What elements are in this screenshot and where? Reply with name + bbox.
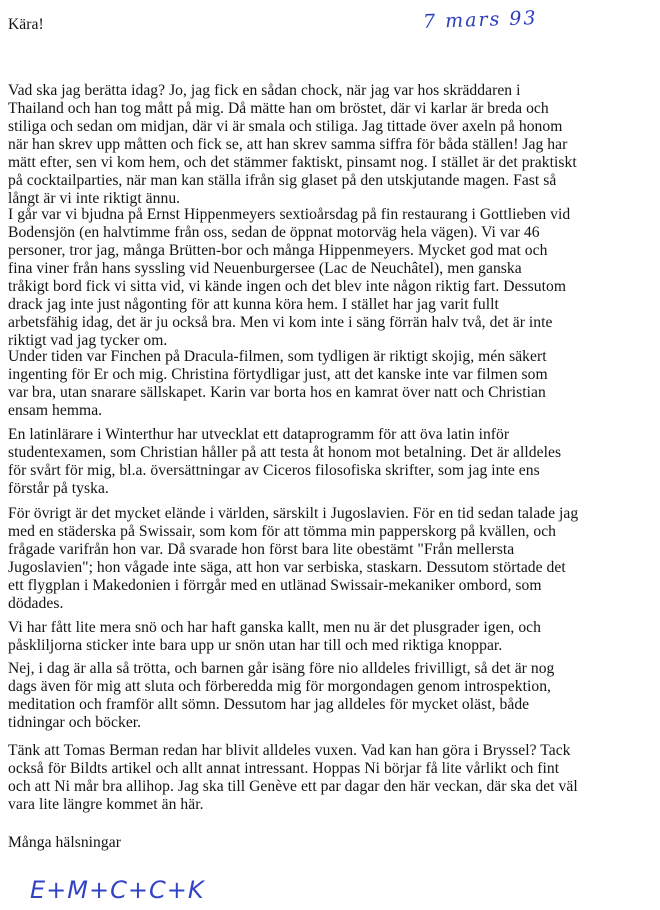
text-line: för svårt för mig, bl.a. översättningar av Ciceros filosofiska skrifter, som jag inte ens — [8, 462, 540, 479]
text-line: och att Ni mår bra allihop. Jag ska till Genève ett par dagar den här veckan, där ska det väl — [8, 778, 578, 795]
text-line: studentexamen, som Christian håller på att testa åt honom mot betalning. Det är alldeles — [8, 444, 562, 461]
text-line: förstår på tyska. — [8, 480, 109, 497]
text-line: Bodensjön (en halvtimme från oss, sedan de öppnat motorväg hela vägen). Vi var 46 — [8, 224, 540, 241]
text-line: också för Bildts artikel och allt annat intressant. Hoppas Ni börjar få lite vårlikt och fint — [8, 760, 560, 777]
text-line: riktigt vad jag tycker om. — [8, 332, 168, 349]
text-line: frågade varifrån hon var. Då svarade hon först bara lite obestämt "Från mellersta — [8, 541, 515, 558]
text-line: arbetsfähig idag, det är ju också bra. Men vi kom inte i säng förrän halv två, det är inte — [8, 314, 553, 331]
closing: Många hälsningar — [8, 834, 121, 851]
text-line: långt är vi inte riktigt ännu. — [8, 190, 181, 207]
text-line: Vad ska jag berätta idag? Jo, jag fick en sådan chock, när jag var hos skräddaren i — [8, 82, 521, 99]
text-line: tidningar och böcker. — [8, 714, 142, 731]
text-line: drack jag inte just någonting för att kunna köra hem. I stället har jag varit fullt — [8, 296, 499, 313]
text-line: För övrigt är det mycket elände i världen, särskilt i Jugoslavien. För en tid sedan talade jag — [8, 505, 579, 522]
text-line: ett flygplan i Makedonien i förrgår med en utlänad Swissair-mekaniker ombord, som — [8, 577, 542, 594]
text-line: ingenting för Er och mig. Christina förtydligar just, att det kanske inte var filmen som — [8, 366, 548, 383]
text-line: tråkigt bord fick vi sitta vid, vi kände ingen och det blev inte någon riktig fart. Dessutom — [8, 278, 567, 295]
text-line: I går var vi bjudna på Ernst Hippenmeyers sextioårsdag på fin restaurang i Gottlieben vid — [8, 206, 571, 223]
text-line: mätt efter, sen vi kom hem, och det stämmer faktiskt, pinsamt nog. I stället är det praktiskt — [8, 154, 577, 171]
greeting: Kära! — [8, 16, 44, 33]
text-line: meditation och framför allt sömn. Dessutom har jag alldeles för mycket oläst, både — [8, 696, 530, 713]
text-line: Vi har fått lite mera snö och har haft ganska kallt, men nu är det plusgrader igen, och — [8, 619, 541, 636]
svg-text:E+M+C+C+K: E+M+C+C+K — [30, 876, 205, 904]
text-line: påskliljorna sticker inte bara upp ur snön utan har till och med riktiga knoppar. — [8, 637, 503, 654]
text-line: vara lite längre kommet än här. — [8, 796, 204, 813]
text-line: Thailand och han tog mått på mig. Då mätte han om bröstet, där vi karlar är breda och — [8, 100, 549, 117]
handwritten-date: 7 mars 93 — [422, 7, 538, 33]
text-line: ensam hemma. — [8, 402, 103, 419]
text-line: Under tiden var Finchen på Dracula-filmen, som tydligen är riktigt skojig, mén säkert — [8, 348, 547, 365]
text-line: dödades. — [8, 595, 64, 612]
text-line: Tänk att Tomas Berman redan har blivit alldeles vuxen. Vad kan han göra i Bryssel? Tack — [8, 742, 571, 759]
text-line: stiliga och sedan om midjan, där vi är smala och stiliga. Jag tittade över axeln på honom — [8, 118, 563, 135]
text-line: när han skrev upp måtten och fick se, att han skrev samma siffra för båda ställen! Jag har — [8, 136, 568, 153]
text-line: dags även för mig att sluta och förberedda mig för morgondagen genom introspektion, — [8, 678, 552, 695]
text-line: Nej, i dag är alla så trötta, och barnen går isäng före nio alldeles frivilligt, så det är nog — [8, 660, 555, 677]
text-line: Jugoslavien"; hon vågade inte säga, att hon var serbiska, staskarn. Dessutom störtade det — [8, 559, 566, 576]
text-line: på cocktailparties, när man kan ställa ifrån sig glaset på den utskjutande magen. Fast så — [8, 172, 557, 189]
text-line: med en städerska på Swissair, som kom för att tömma min papperskorg på kvällen, och — [8, 523, 557, 540]
text-line: fina viner från hans syssling vid Neuenburgersee (Lac de Neuchâtel), men ganska — [8, 260, 522, 277]
handwritten-signature — [28, 868, 248, 908]
text-line: personer, tror jag, många Brütten-bor och många Hippenmeyers. Mycket god mat och — [8, 242, 548, 259]
text-line: En latinlärare i Winterthur har utvecklat ett dataprogramm för att öva latin inför — [8, 426, 510, 443]
text-line: var bra, utan snarare sällskapet. Karin var borta hos en kamrat över natt och Christian — [8, 384, 546, 401]
